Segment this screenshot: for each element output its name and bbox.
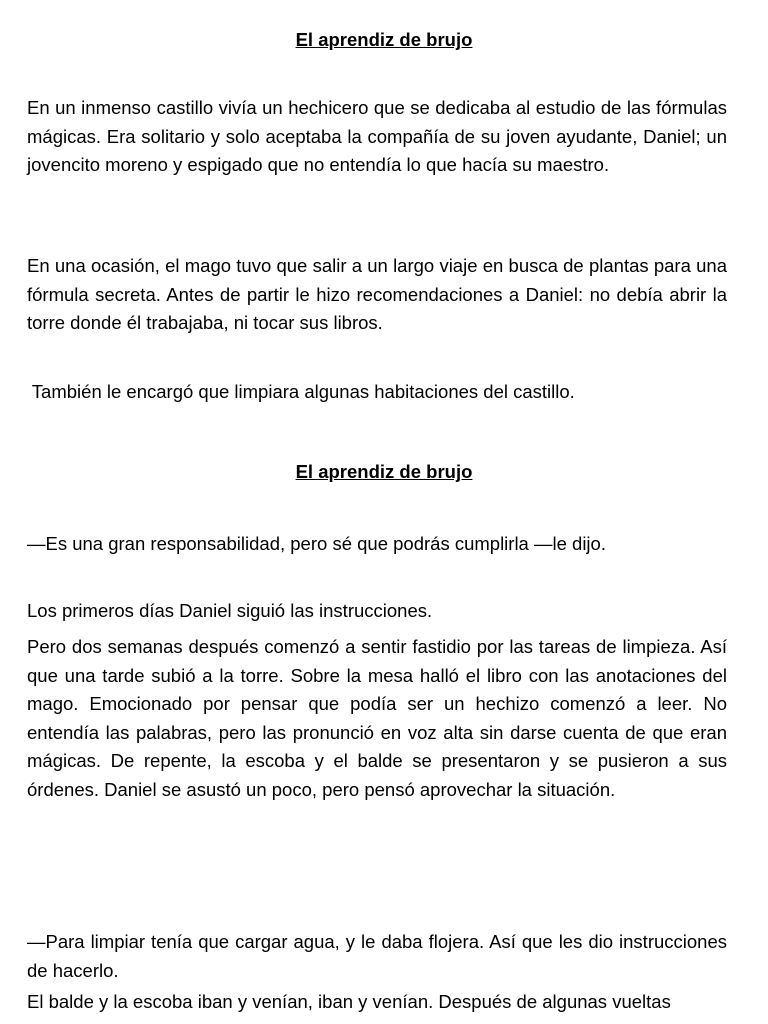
paragraph-intro: En un inmenso castillo vivía un hechicero que se dedicaba al estudio de las fórmulas mágicas. Era solitario y solo aceptaba la compañía de su joven ayudante, Daniel; un jovencito moreno y espigado que no entendía lo que hacía su maestro. <box>27 97 727 176</box>
paragraph-spell: Pero dos semanas después comenzó a sentir fastidio por las tareas de limpieza. Así que una tarde subió a la torre. Sobre la mesa halló el libro con las anotaciones del mago. Emocionado por pensar que podía ser un hechizo comenzó a leer. No entendía las palabras, pero las pronunció en voz alta sin darse cuenta de que eran mágicas. De repente, la escoba y el balde se presentaron y se pusieron a sus órdenes. Daniel se asustó un poco, pero pensó aprovechar la situación. <box>27 636 727 800</box>
paragraph-first-days: Los primeros días Daniel siguió las instrucciones. <box>27 600 433 621</box>
story-title: El aprendiz de brujo <box>295 29 473 50</box>
paragraph-water: —Para limpiar tenía que cargar agua, y le daba flojera. Así que les dio instrucciones de hacerlo. <box>27 931 727 981</box>
paragraph-bucket-broom: El balde y la escoba iban y venían, iban y venían. Después de algunas vueltas <box>27 991 671 1012</box>
paragraph-journey: En una ocasión, el mago tuvo que salir a un largo viaje en busca de plantas para una fórmula secreta. Antes de partir le hizo recomendaciones a Daniel: no debía abrir la torre donde él trabajaba, ni tocar sus libros. <box>27 255 727 334</box>
paragraph-cleaning-task: También le encargó que limpiara algunas habitaciones del castillo. <box>27 381 575 402</box>
story-title-repeat: El aprendiz de brujo <box>295 461 473 482</box>
paragraph-dialogue: —Es una gran responsabilidad, pero sé que podrás cumplirla —le dijo. <box>27 533 606 554</box>
